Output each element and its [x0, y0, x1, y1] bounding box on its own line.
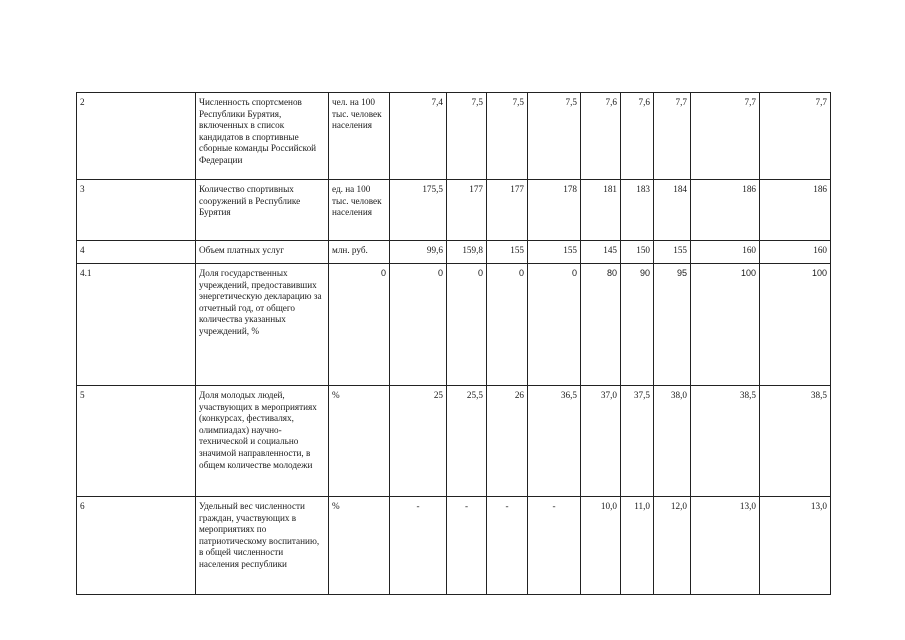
- value-cell: 178: [528, 180, 581, 241]
- unit-cell: млн. руб.: [329, 241, 390, 264]
- value-cell: 7,5: [447, 93, 487, 180]
- row-number: 3: [77, 180, 196, 241]
- row-number: 4: [77, 241, 196, 264]
- value-cell: 38,5: [691, 386, 760, 497]
- table-row: [77, 264, 831, 386]
- value-cell: 0: [447, 264, 487, 386]
- value-cell: 38,5: [760, 386, 831, 497]
- value-cell: 155: [487, 241, 528, 264]
- value-cell: 177: [487, 180, 528, 241]
- value-cell: 7,5: [528, 93, 581, 180]
- value-cell: 37,5: [621, 386, 654, 497]
- value-cell: 7,7: [654, 93, 691, 180]
- unit-cell: ед. на 100 тыс. человек населения: [329, 180, 390, 241]
- value-cell: 155: [654, 241, 691, 264]
- indicators-table: [76, 92, 831, 595]
- row-number: 5: [77, 386, 196, 497]
- value-cell: 181: [581, 180, 621, 241]
- value-cell: 95: [654, 264, 691, 386]
- value-cell: 13,0: [691, 497, 760, 595]
- value-cell: 26: [487, 386, 528, 497]
- value-cell: 186: [691, 180, 760, 241]
- value-cell: 12,0: [654, 497, 691, 595]
- unit-cell: %: [329, 497, 390, 595]
- table-row: [77, 180, 831, 241]
- table-row: [77, 241, 831, 264]
- value-cell: 0: [528, 264, 581, 386]
- value-cell: 7,5: [487, 93, 528, 180]
- value-cell: 7,7: [760, 93, 831, 180]
- value-cell: 183: [621, 180, 654, 241]
- value-cell: 36,5: [528, 386, 581, 497]
- value-cell: 184: [654, 180, 691, 241]
- value-cell: 80: [581, 264, 621, 386]
- value-cell: 150: [621, 241, 654, 264]
- value-cell: -: [447, 497, 487, 595]
- value-cell: 155: [528, 241, 581, 264]
- value-cell: 0: [390, 264, 447, 386]
- value-cell: -: [528, 497, 581, 595]
- value-cell: 99,6: [390, 241, 447, 264]
- value-cell: 7,7: [691, 93, 760, 180]
- unit-cell: %: [329, 386, 390, 497]
- value-cell: 177: [447, 180, 487, 241]
- value-cell: 100: [691, 264, 760, 386]
- unit-cell: чел. на 100 тыс. человек населения: [329, 93, 390, 180]
- value-cell: -: [390, 497, 447, 595]
- table-row: [77, 93, 831, 180]
- value-cell: 7,4: [390, 93, 447, 180]
- row-number: 4.1: [77, 264, 196, 386]
- value-cell: -: [487, 497, 528, 595]
- value-cell: 159,8: [447, 241, 487, 264]
- indicator-name: Доля молодых людей, участвующих в мероприятиях (конкурсах, фестивалях, олимпиадах) научно-технической и социально значимой направленности, в общем количестве молодежи: [196, 386, 329, 497]
- indicator-name: Численность спортсменов Республики Бурятия, включенных в список кандидатов в спортивные сборные команды Российской Федерации: [196, 93, 329, 180]
- value-cell: 175,5: [390, 180, 447, 241]
- row-number: 2: [77, 93, 196, 180]
- value-cell: 38,0: [654, 386, 691, 497]
- value-cell: 25,5: [447, 386, 487, 497]
- value-cell: 160: [760, 241, 831, 264]
- indicator-name: Объем платных услуг: [196, 241, 329, 264]
- value-cell: 7,6: [581, 93, 621, 180]
- value-cell: 37,0: [581, 386, 621, 497]
- indicator-name: Доля государственных учреждений, предоставивших энергетическую декларацию за отчетный год, от общего количества указанных учреждений, %: [196, 264, 329, 386]
- value-cell: 25: [390, 386, 447, 497]
- indicator-name: Удельный вес численности граждан, участвующих в мероприятиях по патриотическому воспитанию, в общей численности населения республики: [196, 497, 329, 595]
- table-row: [77, 386, 831, 497]
- value-cell: 0: [329, 264, 390, 386]
- value-cell: 100: [760, 264, 831, 386]
- value-cell: 90: [621, 264, 654, 386]
- value-cell: 145: [581, 241, 621, 264]
- value-cell: 13,0: [760, 497, 831, 595]
- value-cell: 10,0: [581, 497, 621, 595]
- value-cell: 0: [487, 264, 528, 386]
- value-cell: 7,6: [621, 93, 654, 180]
- row-number: 6: [77, 497, 196, 595]
- table-row: [77, 497, 831, 595]
- value-cell: 186: [760, 180, 831, 241]
- value-cell: 11,0: [621, 497, 654, 595]
- value-cell: 160: [691, 241, 760, 264]
- indicator-name: Количество спортивных сооружений в Республике Бурятия: [196, 180, 329, 241]
